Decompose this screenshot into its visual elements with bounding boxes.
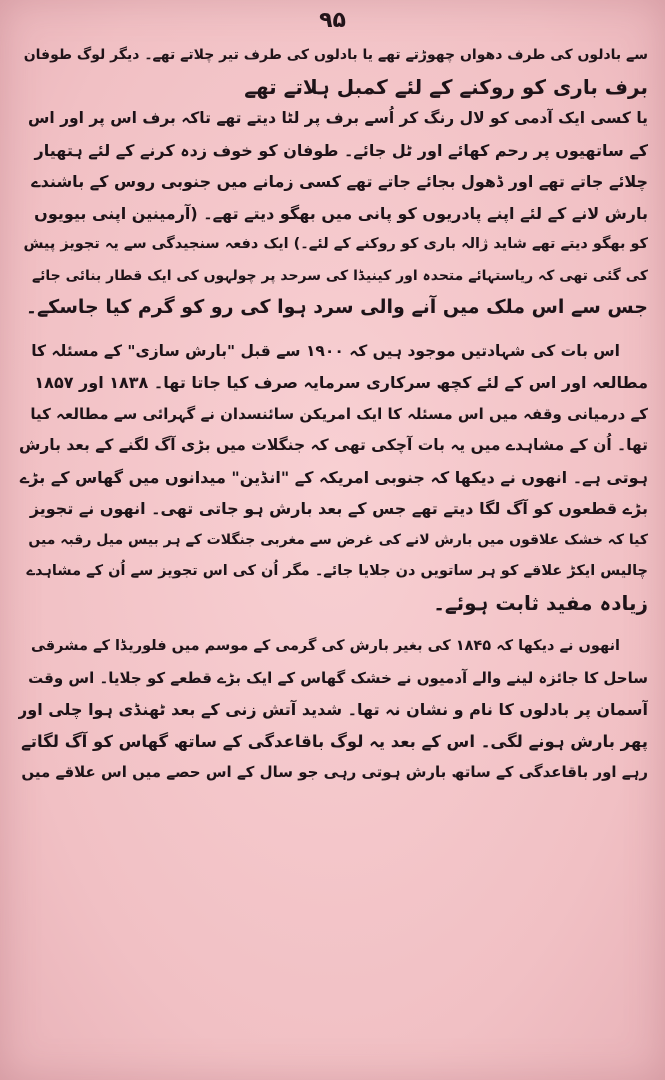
text-line: جس سے اس ملک میں آنے والی سرد ہوا کی رو کو گرم کیا جاسکے۔	[25, 296, 648, 318]
text-line: ساحل کا جائزہ لینے والے آدمیوں نے خشک گھاس کے ایک بڑے قطعے کو جلایا۔ اس وقت	[28, 668, 648, 687]
paragraph-2	[18, 336, 648, 620]
paragraph-3	[18, 631, 648, 789]
text-line: ہوتی ہے۔ انھوں نے دیکھا کہ جنوبی امریکہ کے "انڈین" میدانوں میں گھاس کے بڑے	[19, 467, 648, 487]
text-line: زیادہ مفید ثابت ہوئے۔	[433, 590, 648, 615]
text-line: رہے اور باقاعدگی کے ساتھ بارش ہوتی رہی جو سال کے اس حصے میں اس علاقے میں	[21, 763, 648, 781]
text-line: سے بادلوں کی طرف دھواں چھوڑتے تھے یا بادلوں کی طرف تیر چلاتے تھے۔ دیگر لوگ طوفان	[23, 47, 648, 63]
text-line: کو بھگو دیتے تھے شاید ژالہ باری کو روکنے کے لئے۔) ایک دفعہ سنجیدگی سے یہ تجویز پیش	[23, 236, 648, 252]
text-line: چلائے جاتے تھے اور ڈھول بجائے جاتے تھے کسی زمانے میں جنوبی روس کے باشندے	[31, 172, 648, 191]
text-line: برف باری کو روکنے کے لئے کمبل ہلاتے تھے	[244, 74, 648, 99]
page-number: ۹۵	[319, 8, 346, 33]
text-line: مطالعہ اور اس کے لئے کچھ سرکاری سرمایہ صرف کیا جاتا تھا۔ ۱۸۳۸ اور ۱۸۵۷	[34, 373, 648, 392]
text-line: اس بات کی شہادتیں موجود ہیں کہ ۱۹۰۰ سے قبل "بارش سازی" کے مسئلہ کا	[31, 341, 620, 360]
text-line: کے درمیانی وقفہ میں اس مسئلہ کا ایک امریکن سائنسدان نے گہرائی سے مطالعہ کیا	[30, 404, 648, 423]
text-line: چالیس ایکڑ علاقے کو ہر ساتویں دن جلایا جائے۔ مگر اُن کی اس تجویز سے اُن کے مشاہدے	[26, 563, 648, 579]
text-line: پھر بارش ہونے لگی۔ اس کے بعد یہ لوگ باقاعدگی کے ساتھ گھاس کو آگ لگاتے	[21, 731, 648, 751]
text-line: کے ساتھیوں پر رحم کھائے اور ٹل جائے۔ طوفان کو خوف زدہ کرنے کے لئے ہتھیار	[34, 140, 648, 160]
text-line: کی گئی تھی کہ ریاستہائے متحدہ اور کینیڈا کی سرحد پر چولہوں کی ایک قطار بنائی جائے	[31, 267, 648, 284]
paragraph-1	[18, 40, 648, 324]
text-line: بڑے قطعوں کو آگ لگا دیتے تھے جس کے بعد بارش ہو جاتی تھی۔ انھوں نے تجویز	[29, 499, 648, 518]
body-text	[18, 40, 648, 789]
text-line: یا کسی ایک آدمی کو لال رنگ کر اُسے برف پر لٹا دیتے تھے تاکہ برف اس پر اور اس	[28, 109, 648, 127]
text-line: انھوں نے دیکھا کہ ۱۸۴۵ کی بغیر بارش کی گرمی کے موسم میں فلوریڈا کے مشرقی	[31, 638, 620, 654]
text-line: آسمان پر بادلوں کا نام و نشان نہ تھا۔ شدید آتش زنی کے بعد ٹھنڈی ہوا چلی اور	[18, 700, 648, 719]
text-line: تھا۔ اُن کے مشاہدے میں یہ بات آچکی تھی کہ جنگلات میں بڑی آگ لگنے کے بعد بارش	[18, 436, 648, 454]
text-line: بارش لانے کے لئے اپنے پادریوں کو پانی میں بھگو دیتے تھے۔ (آرمینین اپنی بیویوں	[34, 203, 648, 223]
text-line: کیا کہ خشک علاقوں میں بارش لانے کی غرض سے مغربی جنگلات کے ہر بیس میل رقبہ میں	[28, 531, 648, 548]
